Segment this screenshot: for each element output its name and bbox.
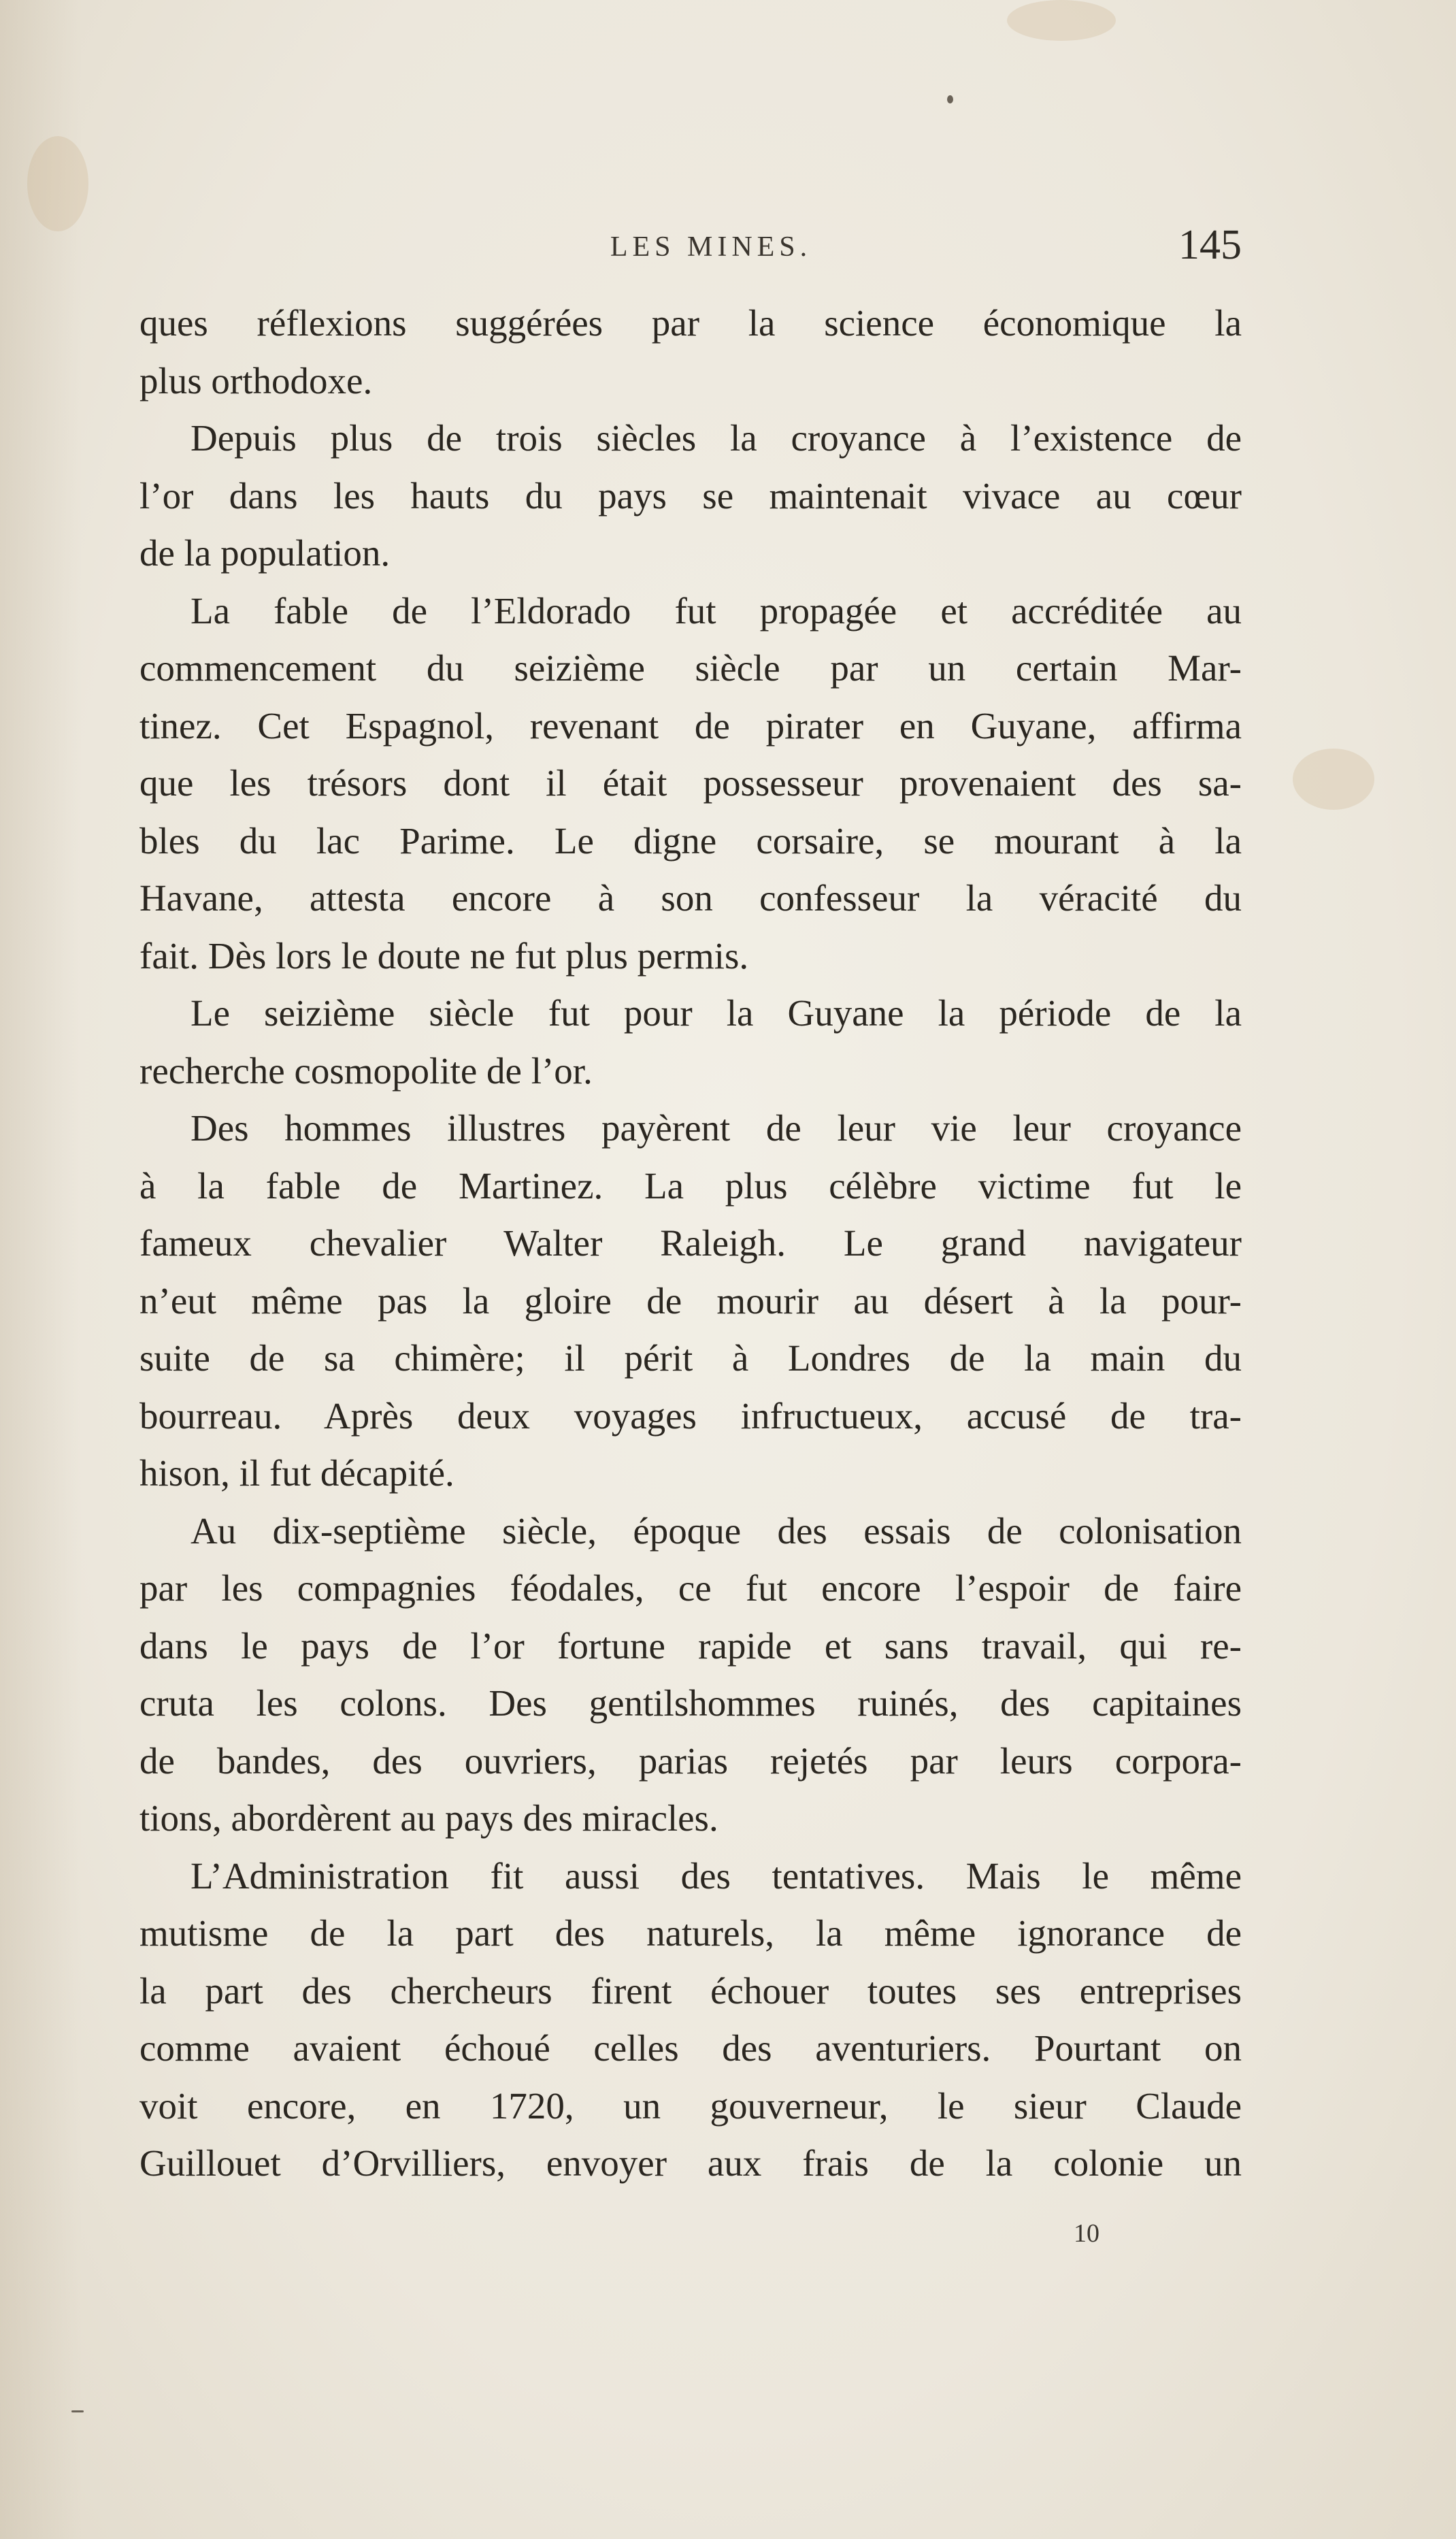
foxing-stain: [1293, 749, 1374, 810]
text-line: cruta les colons. Des gentilshommes ruinés, des capitaines: [139, 1682, 1242, 1724]
text-line: Havane, attesta encore à son confesseur la véracité du: [139, 877, 1242, 919]
ink-speck: [71, 2410, 84, 2412]
text-line: Des hommes illustres payèrent de leur vie leur croyance: [191, 1107, 1242, 1149]
text-line: suite de sa chimère; il périt à Londres de la main du: [139, 1337, 1242, 1379]
text-line: Au dix-septième siècle, époque des essais de colonisation: [191, 1509, 1242, 1552]
text-line: bourreau. Après deux voyages infructueux, accusé de tra-: [139, 1394, 1242, 1437]
text-line: Guillouet d’Orvilliers, envoyer aux frais de la colonie un: [139, 2142, 1242, 2184]
text-line: La fable de l’Eldorado fut propagée et accréditée au: [191, 589, 1242, 632]
text-line: Depuis plus de trois siècles la croyance à l’existence de: [191, 417, 1242, 459]
text-line: la part des chercheurs firent échouer toutes ses entreprises: [139, 1969, 1242, 2012]
text-line: de bandes, des ouvriers, parias rejetés par leurs corpora-: [139, 1739, 1242, 1782]
page-number: 145: [1178, 222, 1242, 268]
text-line: L’Administration fit aussi des tentatives. Mais le même: [191, 1854, 1242, 1897]
foxing-stain: [1007, 0, 1116, 41]
text-line: commencement du seizième siècle par un certain Mar-: [139, 647, 1242, 689]
foxing-stain: [27, 136, 88, 231]
text-line: fameux chevalier Walter Raleigh. Le grand navigateur: [139, 1222, 1242, 1264]
running-head-title: LES MINES.: [610, 231, 812, 263]
text-line: recherche cosmopolite de l’or.: [139, 1049, 593, 1092]
text-line: à la fable de Martinez. La plus célèbre victime fut le: [139, 1164, 1242, 1207]
text-line: Le seizième siècle fut pour la Guyane la période de la: [191, 992, 1242, 1034]
text-line: par les compagnies féodales, ce fut encore l’espoir de faire: [139, 1567, 1242, 1609]
text-line: hison, il fut décapité.: [139, 1452, 454, 1494]
text-line: mutisme de la part des naturels, la même ignorance de: [139, 1912, 1242, 1954]
signature-mark: 10: [1074, 2219, 1099, 2248]
text-line: dans le pays de l’or fortune rapide et sans travail, qui re-: [139, 1624, 1242, 1667]
text-line: comme avaient échoué celles des aventuriers. Pourtant on: [139, 2027, 1242, 2069]
text-line: tinez. Cet Espagnol, revenant de pirater en Guyane, affirma: [139, 704, 1242, 747]
running-head: [139, 221, 1242, 276]
text-line: que les trésors dont il était possesseur provenaient des sa-: [139, 762, 1242, 804]
text-line: n’eut même pas la gloire de mourir au désert à la pour-: [139, 1279, 1242, 1322]
text-line: de la population.: [139, 532, 391, 574]
text-line: bles du lac Parime. Le digne corsaire, se mourant à la: [139, 819, 1242, 862]
text-line: ques réflexions suggérées par la science économique la: [139, 302, 1242, 344]
text-line: l’or dans les hauts du pays se maintenait vivace au cœur: [139, 474, 1242, 517]
text-line: plus orthodoxe.: [139, 359, 373, 402]
text-line: fait. Dès lors le doute ne fut plus permis.: [139, 934, 749, 977]
text-line: tions, abordèrent au pays des miracles.: [139, 1797, 718, 1839]
body-text: [139, 295, 1242, 2193]
page-edge-shadow: [0, 0, 82, 2539]
text-line: voit encore, en 1720, un gouverneur, le sieur Claude: [139, 2084, 1242, 2127]
ink-speck: [947, 95, 953, 103]
